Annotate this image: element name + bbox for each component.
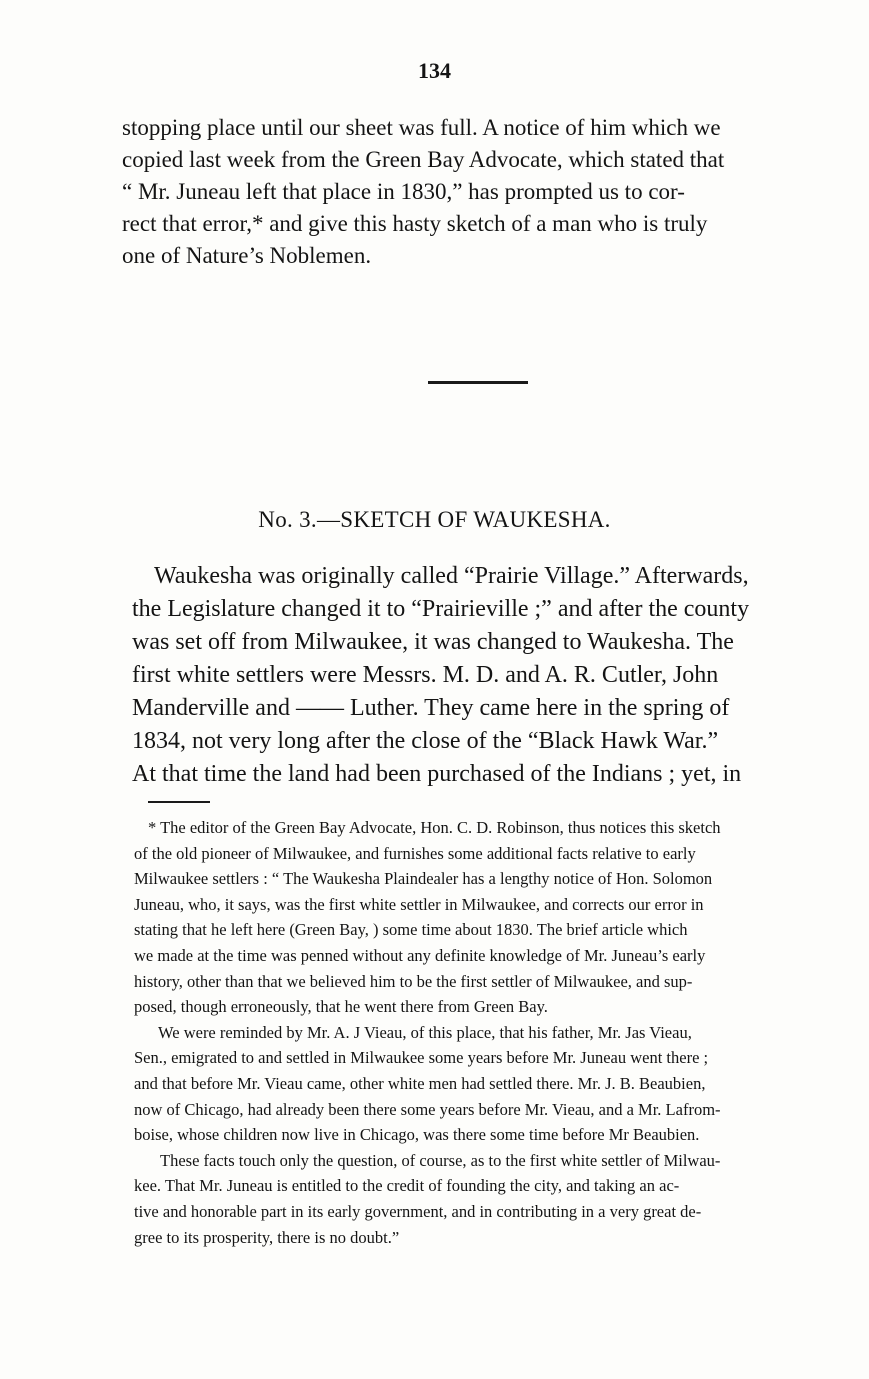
text-line: rect that error,* and give this hasty sketch of a man who is truly: [122, 211, 708, 236]
footnote-line: and that before Mr. Vieau came, other white men had settled there. Mr. J. B. Beaubien,: [134, 1073, 706, 1093]
text-line: 1834, not very long after the close of the “Black Hawk War.”: [132, 728, 719, 754]
text-line: Waukesha was originally called “Prairie Village.” Afterwards,: [154, 563, 749, 589]
footnote-line: stating that he left here (Green Bay, ) some time about 1830. The brief article which: [134, 920, 688, 940]
footnote-divider: [148, 801, 210, 803]
footnote-line: of the old pioneer of Milwaukee, and furnishes some additional facts relative to early: [134, 843, 696, 863]
footnote-line: history, other than that we believed him to be the first settler of Milwaukee, and sup-: [134, 971, 693, 991]
body-paragraph: [132, 560, 842, 791]
section-heading: No. 3.—SKETCH OF WAUKESHA.: [258, 507, 611, 532]
text-line: the Legislature changed it to “Prairieville ;” and after the county: [132, 596, 750, 622]
text-line: copied last week from the Green Bay Advocate, which stated that: [122, 147, 725, 172]
section-divider: [428, 381, 528, 384]
page-number: 134: [418, 58, 451, 83]
text-line: first white settlers were Messrs. M. D. and A. R. Cutler, John: [132, 662, 719, 688]
text-line: At that time the land had been purchased of the Indians ; yet, in: [132, 761, 742, 787]
text-line: one of Nature’s Noblemen.: [122, 243, 372, 268]
text-line: Manderville and —— Luther. They came here in the spring of: [132, 695, 730, 721]
text-line: stopping place until our sheet was full. A notice of him which we: [122, 115, 721, 140]
footnote-line: kee. That Mr. Juneau is entitled to the credit of founding the city, and taking an ac-: [134, 1176, 680, 1196]
footnote-line: posed, though erroneously, that he went there from Green Bay.: [134, 997, 548, 1017]
footnote-line: These facts touch only the question, of course, as to the first white settler of Milwau-: [160, 1150, 721, 1170]
footnote-line: We were reminded by Mr. A. J Vieau, of this place, that his father, Mr. Jas Vieau,: [158, 1022, 692, 1042]
footnote-line: we made at the time was penned without any definite knowledge of Mr. Juneau’s early: [134, 945, 706, 965]
footnote-line: Juneau, who, it says, was the first white settler in Milwaukee, and corrects our error in: [134, 894, 704, 914]
footnote-line: tive and honorable part in its early government, and in contributing in a very great de-: [134, 1201, 702, 1221]
text-line: “ Mr. Juneau left that place in 1830,” has prompted us to cor-: [122, 179, 685, 204]
footnote-line: gree to its prosperity, there is no doubt.”: [134, 1227, 400, 1247]
footnote: [134, 815, 849, 1250]
text-line: was set off from Milwaukee, it was changed to Waukesha. The: [132, 629, 734, 655]
footnote-line: now of Chicago, had already been there some years before Mr. Vieau, and a Mr. Lafrom-: [134, 1099, 721, 1119]
footnote-line: * The editor of the Green Bay Advocate, Hon. C. D. Robinson, thus notices this sketch: [148, 818, 721, 837]
carry-over-paragraph: [122, 112, 837, 272]
footnote-line: boise, whose children now live in Chicago, was there some time before Mr Beaubien.: [134, 1125, 700, 1145]
footnote-line: Sen., emigrated to and settled in Milwaukee some years before Mr. Juneau went there ;: [134, 1048, 709, 1068]
footnote-line: Milwaukee settlers : “ The Waukesha Plaindealer has a lengthy notice of Hon. Solomon: [134, 869, 713, 889]
